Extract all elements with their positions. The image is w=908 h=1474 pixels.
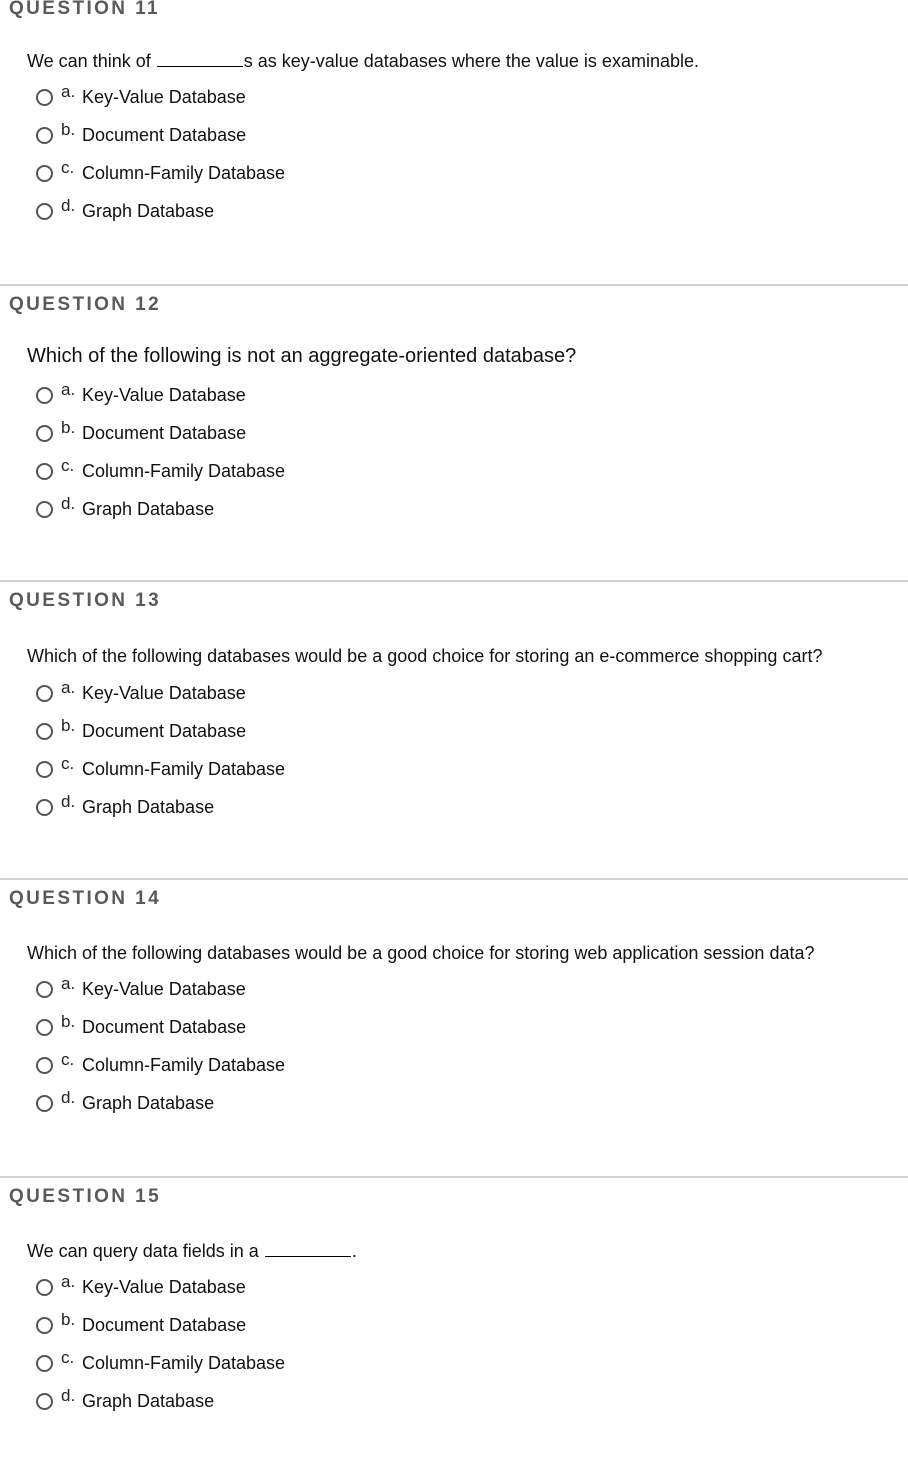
question-12 (0, 284, 908, 582)
radio-button[interactable] (36, 1355, 53, 1372)
radio-button[interactable] (36, 425, 53, 442)
option-label[interactable]: Key-Value Database (82, 87, 246, 107)
option-a[interactable] (36, 1274, 436, 1304)
question-text-after: s as key-value databases where the value is examinable. (243, 51, 699, 71)
option-label[interactable]: Graph Database (82, 499, 215, 519)
option-letter: c. (61, 1050, 75, 1069)
question-header: QUESTION 12 (9, 294, 162, 315)
question-15 (0, 1176, 908, 1474)
option-letter: b. (61, 120, 76, 139)
option-b[interactable] (36, 718, 436, 748)
radio-button[interactable] (36, 501, 53, 518)
option-label[interactable]: Document Database (82, 721, 247, 741)
option-label[interactable]: Key-Value Database (82, 683, 246, 703)
radio-button[interactable] (36, 685, 53, 702)
option-letter: c. (61, 456, 75, 475)
option-letter: a. (61, 974, 76, 993)
question-text: Which of the following databases would be a good choice for storing web application session data? (27, 943, 815, 963)
option-label[interactable]: Column-Family Database (82, 163, 286, 183)
option-letter: d. (61, 1386, 76, 1405)
question-text-before: We can think of (27, 51, 156, 71)
radio-button[interactable] (36, 761, 53, 778)
question-header: QUESTION 15 (9, 1186, 162, 1207)
option-b[interactable] (36, 1014, 436, 1044)
option-label[interactable]: Column-Family Database (82, 759, 286, 779)
question-text: Which of the following databases would be a good choice for storing an e-commerce shopping cart? (27, 646, 823, 666)
option-letter: b. (61, 716, 76, 735)
option-label[interactable]: Column-Family Database (82, 1055, 286, 1075)
option-c[interactable] (36, 160, 436, 190)
radio-button[interactable] (36, 387, 53, 404)
option-d[interactable] (36, 198, 436, 228)
option-letter: a. (61, 82, 76, 101)
option-letter: b. (61, 418, 76, 437)
option-c[interactable] (36, 1350, 436, 1380)
option-letter: d. (61, 494, 76, 513)
option-a[interactable] (36, 84, 436, 114)
question-text-before: We can query data fields in a (27, 1241, 264, 1261)
option-letter: b. (61, 1012, 76, 1031)
question-13 (0, 580, 908, 878)
blank-line (157, 52, 243, 67)
radio-button[interactable] (36, 89, 53, 106)
question-text: Which of the following is not an aggregate-oriented database? (27, 345, 577, 367)
question-text-after: . (351, 1241, 357, 1261)
radio-button[interactable] (36, 723, 53, 740)
radio-button[interactable] (36, 1057, 53, 1074)
option-c[interactable] (36, 756, 436, 786)
option-letter: c. (61, 754, 75, 773)
option-d[interactable] (36, 794, 436, 824)
option-letter: c. (61, 158, 75, 177)
option-label[interactable]: Graph Database (82, 1093, 215, 1113)
option-a[interactable] (36, 976, 436, 1006)
radio-button[interactable] (36, 799, 53, 816)
option-a[interactable] (36, 382, 436, 412)
option-d[interactable] (36, 496, 436, 526)
radio-button[interactable] (36, 127, 53, 144)
radio-button[interactable] (36, 203, 53, 220)
option-d[interactable] (36, 1388, 436, 1418)
option-letter: a. (61, 1272, 76, 1291)
option-letter: a. (61, 678, 76, 697)
radio-button[interactable] (36, 981, 53, 998)
option-letter: d. (61, 196, 76, 215)
option-label[interactable]: Document Database (82, 125, 247, 145)
question-14 (0, 878, 908, 1176)
radio-button[interactable] (36, 165, 53, 182)
radio-button[interactable] (36, 1393, 53, 1410)
option-b[interactable] (36, 1312, 436, 1342)
radio-button[interactable] (36, 463, 53, 480)
option-b[interactable] (36, 122, 436, 152)
question-header: QUESTION 13 (9, 590, 162, 611)
blank-line (265, 1242, 351, 1257)
radio-button[interactable] (36, 1095, 53, 1112)
radio-button[interactable] (36, 1317, 53, 1334)
option-label[interactable]: Key-Value Database (82, 1277, 246, 1297)
option-label[interactable]: Key-Value Database (82, 979, 246, 999)
option-letter: b. (61, 1310, 76, 1329)
option-letter: c. (61, 1348, 75, 1367)
radio-button[interactable] (36, 1279, 53, 1296)
option-label[interactable]: Column-Family Database (82, 1353, 286, 1373)
question-text (27, 51, 699, 72)
radio-button[interactable] (36, 1019, 53, 1036)
option-label[interactable]: Key-Value Database (82, 385, 246, 405)
option-label[interactable]: Graph Database (82, 201, 215, 221)
option-a[interactable] (36, 680, 436, 710)
option-label[interactable]: Graph Database (82, 797, 215, 817)
option-letter: d. (61, 1088, 76, 1107)
question-11 (0, 0, 908, 296)
option-label[interactable]: Document Database (82, 423, 247, 443)
option-label[interactable]: Graph Database (82, 1391, 215, 1411)
option-d[interactable] (36, 1090, 436, 1120)
option-label[interactable]: Document Database (82, 1315, 247, 1335)
option-letter: a. (61, 380, 76, 399)
option-label[interactable]: Column-Family Database (82, 461, 286, 481)
question-header: QUESTION 11 (9, 0, 160, 19)
question-text (27, 1241, 357, 1262)
option-c[interactable] (36, 1052, 436, 1082)
option-label[interactable]: Document Database (82, 1017, 247, 1037)
question-header: QUESTION 14 (9, 888, 162, 909)
option-letter: d. (61, 792, 76, 811)
option-b[interactable] (36, 420, 436, 450)
option-c[interactable] (36, 458, 436, 488)
